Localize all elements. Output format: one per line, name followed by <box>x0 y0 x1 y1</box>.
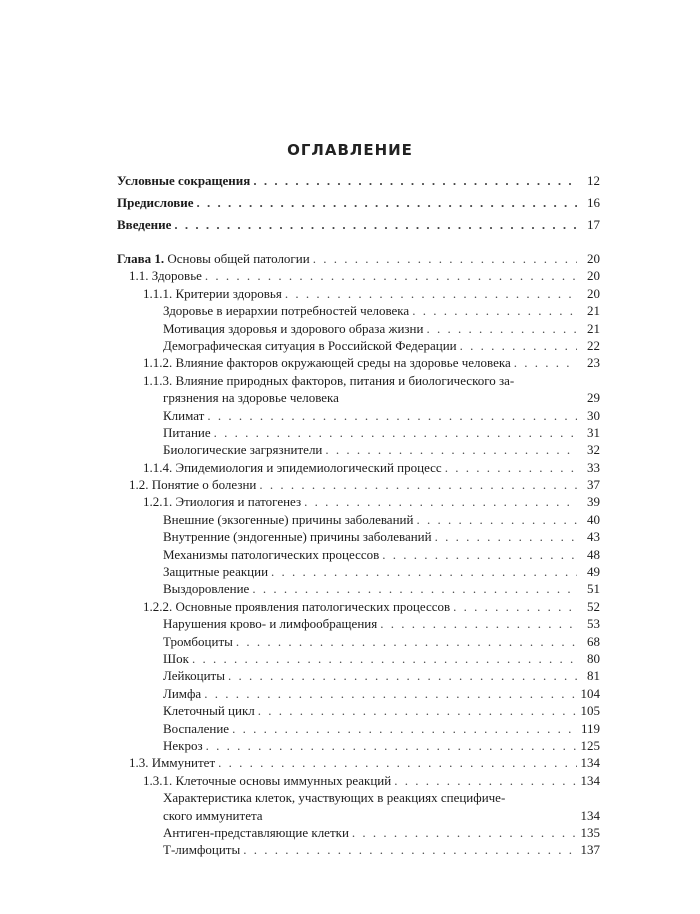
toc-entry-page: 43 <box>587 529 600 545</box>
toc-entry-page: 31 <box>587 424 600 440</box>
toc-entry-label: Биологические загрязнители <box>163 442 323 458</box>
toc-entry-1-1-3[interactable] <box>117 372 600 407</box>
dot-leader <box>453 598 577 615</box>
toc-entry-label: Мотивация здоровья и здорового образа жизни <box>163 320 424 336</box>
toc-entry-label: Условные сокращения <box>117 173 251 188</box>
toc-entry[interactable] <box>117 841 600 858</box>
dot-leader <box>285 285 577 302</box>
toc-entry[interactable] <box>117 685 600 702</box>
dot-leader <box>460 337 577 354</box>
dot-leader <box>514 354 577 371</box>
toc-entry-label: Лимфа <box>163 685 202 701</box>
toc-entry-label: Тромбоциты <box>163 633 233 649</box>
toc-entry[interactable] <box>117 546 600 563</box>
toc-entry-label: 1.2.2. Основные проявления патологических процессов <box>143 598 451 614</box>
toc-entry-label: 1.3. Иммунитет <box>129 755 216 771</box>
dot-leader <box>258 702 577 719</box>
toc-entry-1-2-1[interactable] <box>117 493 600 510</box>
table-of-contents <box>117 170 600 859</box>
toc-entry[interactable] <box>117 580 600 597</box>
toc-entry-page: 21 <box>587 320 600 336</box>
toc-entry-label: Клеточный цикл <box>163 703 255 719</box>
toc-entry-page: 68 <box>587 633 600 649</box>
dot-leader <box>259 476 577 493</box>
toc-entry-page: 53 <box>587 616 600 632</box>
toc-entry[interactable] <box>117 737 600 754</box>
toc-title: ОГЛАВЛЕНИЕ <box>287 141 413 159</box>
dot-leader <box>192 650 577 667</box>
dot-leader <box>412 302 577 319</box>
toc-entry-label: 1.1.2. Влияние факторов окружающей среды на здоровье человека <box>143 355 511 371</box>
dot-leader <box>206 737 577 754</box>
toc-entry-1-3[interactable] <box>117 754 600 771</box>
toc-entry[interactable] <box>117 320 600 337</box>
dot-leader <box>236 633 577 650</box>
dot-leader <box>232 720 577 737</box>
toc-entry-page: 20 <box>587 268 600 284</box>
toc-entry[interactable] <box>117 720 600 737</box>
toc-entry-label: 1.1.1. Критерии здоровья <box>143 285 282 301</box>
toc-entry-page: 37 <box>587 477 600 493</box>
toc-entry[interactable] <box>117 789 600 824</box>
toc-entry-label: Предисловие <box>117 195 194 210</box>
chapter-prefix: Глава 1. <box>117 251 165 266</box>
toc-entry[interactable] <box>117 407 600 424</box>
toc-entry-page: 81 <box>587 668 600 684</box>
dot-leader <box>382 546 577 563</box>
toc-entry-page: 12 <box>587 173 600 188</box>
toc-entry-label: Введение <box>117 217 172 232</box>
toc-entry-page: 125 <box>580 737 600 753</box>
toc-entry-label-continued: грязнения на здоровье человека <box>163 390 339 406</box>
toc-entry-page: 21 <box>587 303 600 319</box>
toc-entry-page: 40 <box>587 511 600 527</box>
toc-entry-page: 134 <box>580 807 600 823</box>
toc-entry-label: 1.2. Понятие о болезни <box>129 477 257 493</box>
toc-entry-label: Воспаление <box>163 720 230 736</box>
dot-leader <box>204 685 577 702</box>
toc-entry-page: 20 <box>587 251 600 266</box>
toc-entry-label: Питание <box>163 424 211 440</box>
dot-leader <box>207 407 577 424</box>
toc-entry-page: 48 <box>587 546 600 562</box>
toc-entry-preface[interactable] <box>117 192 600 214</box>
toc-entry-label: Шок <box>163 651 189 666</box>
toc-entry-1-1[interactable] <box>117 267 600 284</box>
toc-entry-page: 29 <box>587 390 600 406</box>
toc-entry[interactable] <box>117 615 600 632</box>
dot-leader <box>416 511 577 528</box>
toc-entry-label: Некроз <box>163 737 203 753</box>
toc-entry-label: Антиген-представляющие клетки <box>163 824 349 840</box>
dot-leader <box>394 772 577 789</box>
toc-entry-page: 23 <box>587 355 600 371</box>
dot-leader <box>426 320 577 337</box>
toc-entry-chapter-1[interactable] <box>117 250 600 267</box>
toc-entry-label: Климат <box>163 407 205 423</box>
dot-leader <box>174 214 577 236</box>
dot-leader <box>313 250 577 267</box>
dot-leader <box>352 824 577 841</box>
dot-leader <box>228 667 577 684</box>
dot-leader <box>445 459 577 476</box>
toc-entry-page: 105 <box>580 703 600 719</box>
toc-entry-1-2[interactable] <box>117 476 600 493</box>
toc-entry[interactable] <box>117 702 600 719</box>
toc-entry-page: 137 <box>580 842 600 858</box>
dot-leader <box>253 170 577 192</box>
toc-entry-label: Демографическая ситуация в Российской Федерации <box>163 337 457 353</box>
toc-entry[interactable] <box>117 424 600 441</box>
toc-entry-page: 16 <box>587 195 600 210</box>
toc-entry-label-continued: ского иммунитета <box>163 807 263 823</box>
toc-entry-label: 1.1.4. Эпидемиология и эпидемиологический процесс <box>143 459 442 475</box>
toc-entry[interactable] <box>117 563 600 580</box>
toc-entry-page: 49 <box>587 564 600 580</box>
toc-entry-label: 1.1.3. Влияние природных факторов, питания и биологического за- <box>143 372 515 388</box>
dot-leader <box>205 267 577 284</box>
dot-leader <box>218 754 577 771</box>
toc-entry[interactable] <box>117 633 600 650</box>
toc-entry-label: Т-лимфоциты <box>163 842 241 858</box>
toc-entry-label: Выздоровление <box>163 581 250 597</box>
toc-entry-label: Внутренние (эндогенные) причины заболеваний <box>163 529 432 545</box>
toc-entry-introduction[interactable] <box>117 214 600 236</box>
toc-entry-page: 30 <box>587 407 600 423</box>
toc-entry-page: 134 <box>580 772 600 788</box>
dot-leader <box>325 441 577 458</box>
toc-entry-page: 22 <box>587 337 600 353</box>
toc-entry-page: 135 <box>580 824 600 840</box>
toc-entry-1-3-1[interactable] <box>117 772 600 789</box>
toc-entry-label: 1.2.1. Этиология и патогенез <box>143 494 302 510</box>
toc-entry[interactable] <box>117 650 600 667</box>
dot-leader <box>271 563 577 580</box>
dot-leader <box>197 192 577 214</box>
toc-entry-label: Защитные реакции <box>163 564 269 580</box>
toc-entry-page: 134 <box>580 755 600 771</box>
toc-entry-1-1-2[interactable] <box>117 354 600 371</box>
toc-entry-label: 1.3.1. Клеточные основы иммунных реакций <box>143 772 392 788</box>
toc-entry-1-1-4[interactable] <box>117 459 600 476</box>
toc-entry-page: 39 <box>587 494 600 510</box>
dot-leader <box>304 493 577 510</box>
dot-leader <box>435 528 577 545</box>
toc-entry[interactable] <box>117 667 600 684</box>
toc-entry[interactable] <box>117 528 600 545</box>
toc-entry-label: 1.1. Здоровье <box>129 268 202 284</box>
toc-entry-page: 20 <box>587 285 600 301</box>
toc-entry-page: 119 <box>580 720 600 736</box>
toc-entry[interactable] <box>117 337 600 354</box>
toc-entry-label: Механизмы патологических процессов <box>163 546 380 562</box>
toc-entry-page: 33 <box>587 459 600 475</box>
toc-entry-abbreviations[interactable] <box>117 170 600 192</box>
toc-entry-label: Основы общей патологии <box>167 251 310 266</box>
toc-entry-page: 51 <box>587 581 600 597</box>
toc-entry-label: Здоровье в иерархии потребностей человека <box>163 303 410 319</box>
spacer <box>117 236 600 250</box>
toc-entry-page: 80 <box>587 651 600 666</box>
dot-leader <box>214 424 577 441</box>
toc-entry-page: 17 <box>587 217 600 232</box>
toc-entry-1-1-1[interactable] <box>117 285 600 302</box>
toc-entry-page: 104 <box>580 685 600 701</box>
toc-entry-label: Внешние (экзогенные) причины заболеваний <box>163 511 414 527</box>
toc-entry-label: Характеристика клеток, участвующих в реакциях специфиче- <box>163 790 506 806</box>
toc-entry-page: 52 <box>587 598 600 614</box>
dot-leader <box>380 615 577 632</box>
toc-entry[interactable] <box>117 441 600 458</box>
toc-entry[interactable] <box>117 824 600 841</box>
toc-entry[interactable] <box>117 302 600 319</box>
dot-leader <box>252 580 577 597</box>
toc-entry-label: Лейкоциты <box>163 668 225 684</box>
toc-entry[interactable] <box>117 511 600 528</box>
toc-entry-1-2-2[interactable] <box>117 598 600 615</box>
toc-entry-label: Нарушения крово- и лимфообращения <box>163 616 378 632</box>
toc-entry-page: 32 <box>587 442 600 458</box>
dot-leader <box>243 841 577 858</box>
